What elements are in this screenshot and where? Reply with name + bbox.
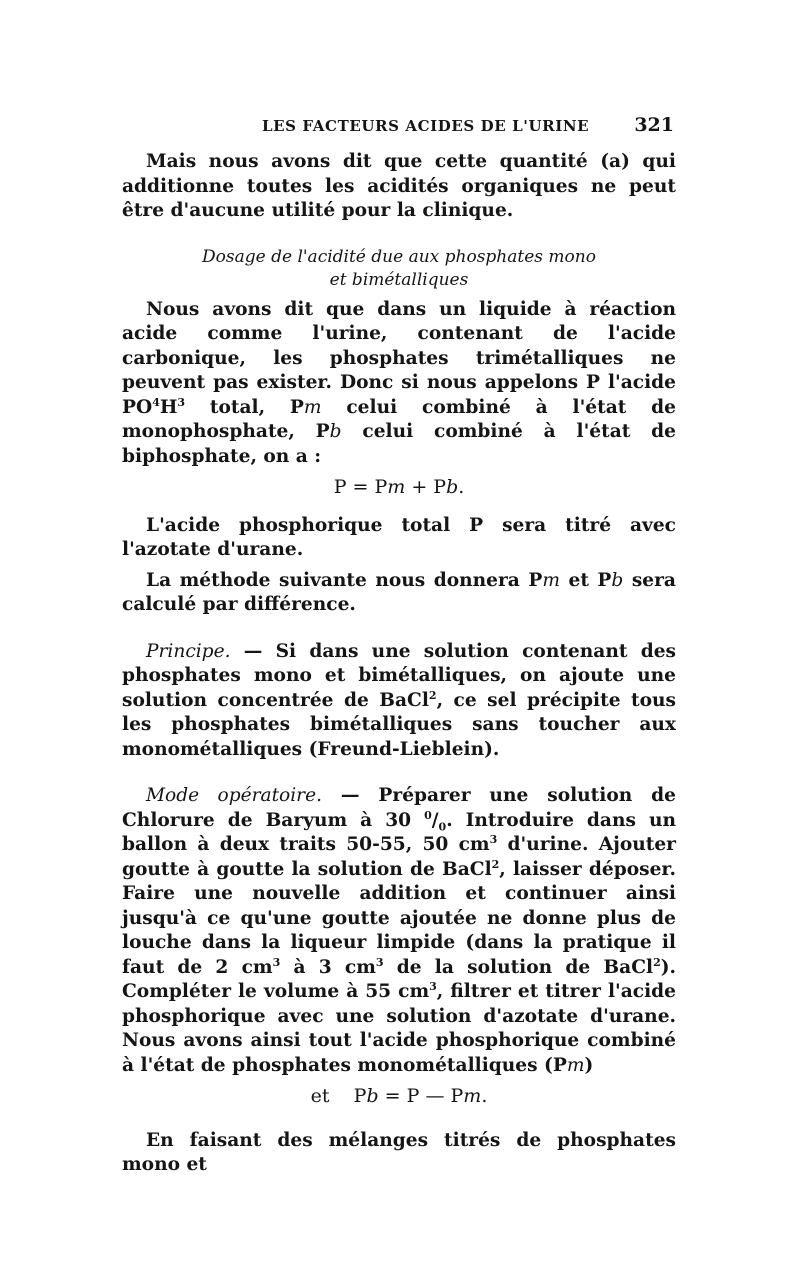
subscript: 0 bbox=[438, 820, 447, 834]
italic-symbol: m bbox=[387, 476, 406, 498]
superscript: 3 bbox=[489, 832, 498, 846]
body-text bbox=[122, 150, 676, 1178]
paragraph-intro: Mais nous avons dit que cette quantité (a) qui additionne toutes les acidités organiques ne peut être d'aucune utilité pour la clinique. bbox=[122, 151, 676, 221]
text-segment: — Si dans une solution contenant des phosphates mono et bimétalliques, on ajoute une solution concentrée de BaCl bbox=[122, 640, 676, 711]
text-segment: à 3 cm bbox=[280, 956, 376, 978]
text-segment: ). Compléter le volume à 55 cm bbox=[122, 956, 676, 1002]
text-segment: d'urine. Ajouter goutte à goutte la solution de BaCl bbox=[122, 834, 676, 880]
section-heading-line-2: et bimétalliques bbox=[329, 269, 469, 290]
text-segment: La méthode suivante nous donnera P bbox=[146, 569, 543, 591]
formula-difference bbox=[122, 1084, 676, 1109]
superscript: 0 bbox=[424, 808, 432, 822]
formula-part: . bbox=[458, 476, 465, 498]
italic-symbol: b bbox=[329, 421, 342, 442]
text-segment: , filtrer et titrer l'acide phosphorique avec une solution d'azotate d'urane. Nous avons ainsi tout l'acide phosphorique combiné à l'état de phosphates monométalliques (P bbox=[122, 981, 676, 1076]
paragraph-method bbox=[122, 569, 676, 618]
superscript: 3 bbox=[272, 955, 281, 969]
formula-part: P = P bbox=[333, 476, 388, 498]
superscript: 4 bbox=[152, 395, 160, 409]
paragraph-definition bbox=[122, 298, 676, 470]
italic-symbol: m bbox=[566, 1054, 585, 1076]
superscript: 3 bbox=[177, 395, 186, 409]
formula-part: = P — P bbox=[378, 1085, 464, 1107]
text-segment: celui combiné à l'état de monophosphate, P bbox=[122, 396, 676, 442]
running-title: LES FACTEURS ACIDES DE L'URINE bbox=[262, 117, 590, 135]
superscript: 3 bbox=[429, 979, 437, 993]
page-number: 321 bbox=[634, 114, 674, 136]
formula-total bbox=[122, 475, 676, 500]
italic-symbol: m bbox=[463, 1085, 482, 1107]
text-segment: / bbox=[431, 809, 439, 831]
formula-part: et P bbox=[310, 1085, 367, 1107]
text-segment: — Préparer une solution de Chlorure de Baryum à 30 bbox=[122, 785, 677, 831]
text-segment: total, P bbox=[185, 396, 304, 418]
text-segment: de la solution de BaCl bbox=[383, 956, 654, 978]
italic-symbol: b bbox=[446, 476, 459, 498]
paragraph-titration: L'acide phosphorique total P sera titré avec l'azotate d'urane. bbox=[122, 514, 676, 560]
formula-part: + P bbox=[405, 476, 447, 498]
text-segment: Nous avons dit que dans un liquide à réaction acide comme l'urine, contenant de l'acide carbonique, les phosphates trimétalliques ne peuvent pas exister. Donc si nous appelons P l'acide PO bbox=[122, 298, 676, 418]
superscript: 2 bbox=[653, 955, 661, 969]
italic-symbol: m bbox=[303, 396, 322, 418]
superscript: 2 bbox=[491, 857, 500, 871]
section-heading-line-1: Dosage de l'acidité due aux phosphates mono bbox=[202, 246, 596, 267]
section-heading bbox=[122, 246, 676, 292]
page-header bbox=[122, 114, 676, 138]
superscript: 2 bbox=[428, 688, 437, 702]
text-segment: , laisser déposer. Faire une nouvelle addition et continuer ainsi jusqu'à ce qu'une goutte ajoutée ne donne plus de louche dans la liqueur limpide (dans la pratique il faut de 2 cm bbox=[122, 858, 676, 978]
procedure-lead: Mode opératoire. bbox=[146, 785, 322, 806]
text-segment: sera calculé par différence. bbox=[122, 569, 676, 615]
italic-symbol: b bbox=[366, 1085, 379, 1107]
text-segment: H bbox=[159, 396, 178, 418]
paragraph-procedure bbox=[122, 784, 676, 1078]
principle-lead: Principe. bbox=[146, 640, 231, 662]
paragraph-principle bbox=[122, 640, 676, 763]
formula-part: . bbox=[481, 1085, 488, 1107]
superscript: 3 bbox=[375, 955, 384, 969]
italic-symbol: m bbox=[542, 569, 560, 591]
text-segment: ) bbox=[584, 1054, 594, 1076]
paragraph-closing: En faisant des mélanges titrés de phosphates mono et bbox=[122, 1129, 676, 1175]
text-segment: . Introduire dans un ballon à deux traits 50-55, 50 cm bbox=[122, 809, 676, 855]
italic-symbol: b bbox=[611, 569, 624, 591]
text-segment: , ce sel précipite tous les phosphates bimétalliques sans toucher aux monométalliques (Freund-Lieblein). bbox=[122, 689, 677, 760]
text-segment: celui combiné à l'état de biphosphate, on a : bbox=[122, 421, 676, 467]
text-segment: et P bbox=[560, 569, 612, 591]
